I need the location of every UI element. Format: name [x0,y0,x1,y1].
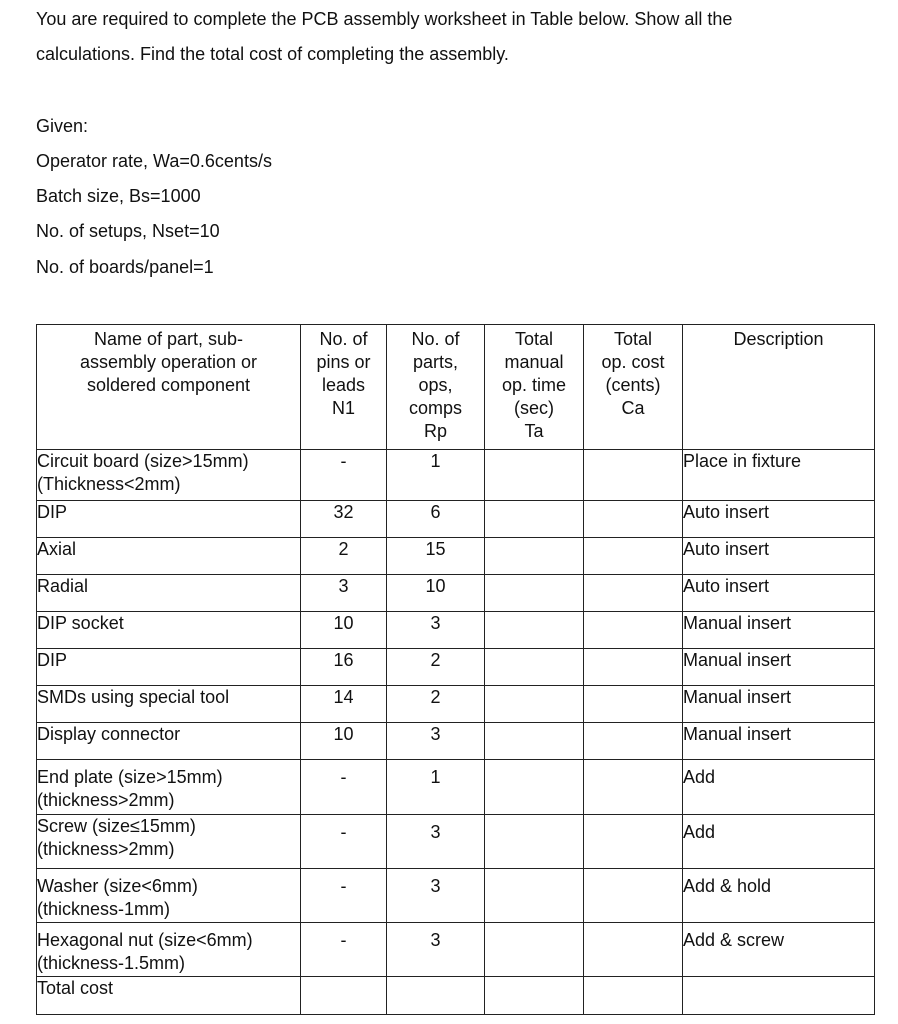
cell-description [683,977,875,1015]
cell-description: Manual insert [683,612,875,649]
table-row [37,923,875,977]
header-manual-time: Total manual op. time (sec) Ta [485,325,584,450]
cell-total-cost[interactable] [584,977,683,1015]
table-row-total [37,977,875,1015]
cell-pins: 10 [301,612,387,649]
cell-op-cost[interactable] [584,649,683,686]
given-operator-rate: Operator rate, Wa=0.6cents/s [36,151,272,171]
cell-manual-time[interactable] [485,723,584,760]
pcb-assembly-worksheet-table [36,324,875,1015]
cell-name: SMDs using special tool [37,686,301,723]
cell-manual-time[interactable] [485,612,584,649]
cell-name: End plate (size>15mm) (thickness>2mm) [37,760,301,815]
cell-manual-time[interactable] [485,501,584,538]
cell-description: Add & screw [683,923,875,977]
table-row [37,869,875,923]
cell-pins: - [301,450,387,501]
cell-op-cost[interactable] [584,760,683,815]
cell-name: Hexagonal nut (size<6mm) (thickness-1.5mm) [37,923,301,977]
cell-op-cost[interactable] [584,686,683,723]
table-row [37,501,875,538]
cell-parts: 3 [387,612,485,649]
cell-description: Place in fixture [683,450,875,501]
cell-name: Axial [37,538,301,575]
cell-description: Add & hold [683,869,875,923]
cell-op-cost[interactable] [584,450,683,501]
header-pins: No. of pins or leads N1 [301,325,387,450]
cell-pins [301,977,387,1015]
table-row [37,450,875,501]
cell-op-cost[interactable] [584,723,683,760]
cell-name: Circuit board (size>15mm) (Thickness<2mm) [37,450,301,501]
cell-name: Screw (size≤15mm) (thickness>2mm) [37,815,301,869]
cell-op-cost[interactable] [584,575,683,612]
cell-manual-time[interactable] [485,538,584,575]
cell-manual-time[interactable] [485,869,584,923]
cell-name: Radial [37,575,301,612]
cell-parts [387,977,485,1015]
cell-op-cost[interactable] [584,923,683,977]
cell-op-cost[interactable] [584,501,683,538]
cell-op-cost[interactable] [584,869,683,923]
table-row [37,760,875,815]
table-row [37,723,875,760]
table-header-row [37,325,875,450]
cell-description: Manual insert [683,723,875,760]
header-description: Description [683,325,875,450]
cell-pins: 10 [301,723,387,760]
cell-op-cost[interactable] [584,612,683,649]
cell-description: Manual insert [683,686,875,723]
cell-parts: 10 [387,575,485,612]
given-setups: No. of setups, Nset=10 [36,221,220,241]
intro-line-2: calculations. Find the total cost of completing the assembly. [36,44,509,64]
cell-parts: 1 [387,450,485,501]
cell-pins: 14 [301,686,387,723]
cell-parts: 3 [387,923,485,977]
table-row [37,686,875,723]
cell-pins: 3 [301,575,387,612]
header-name: Name of part, sub- assembly operation or soldered component [37,325,301,450]
given-batch-size: Batch size, Bs=1000 [36,186,201,206]
cell-description: Add [683,760,875,815]
cell-manual-time[interactable] [485,760,584,815]
cell-pins: - [301,923,387,977]
cell-manual-time[interactable] [485,923,584,977]
cell-parts: 3 [387,869,485,923]
cell-total-time[interactable] [485,977,584,1015]
cell-parts: 3 [387,815,485,869]
cell-manual-time[interactable] [485,575,584,612]
header-op-cost: Total op. cost (cents) Ca [584,325,683,450]
cell-description: Auto insert [683,501,875,538]
cell-name: Washer (size<6mm) (thickness-1mm) [37,869,301,923]
cell-name: DIP [37,501,301,538]
given-boards-per-panel: No. of boards/panel=1 [36,257,214,277]
table-row [37,612,875,649]
cell-parts: 3 [387,723,485,760]
header-parts: No. of parts, ops, comps Rp [387,325,485,450]
cell-description: Add [683,815,875,869]
cell-pins: 32 [301,501,387,538]
cell-pins: 16 [301,649,387,686]
cell-description: Auto insert [683,538,875,575]
cell-parts: 1 [387,760,485,815]
cell-name-total-cost: Total cost [37,977,301,1015]
cell-description: Auto insert [683,575,875,612]
cell-manual-time[interactable] [485,649,584,686]
cell-description: Manual insert [683,649,875,686]
intro-line-1: You are required to complete the PCB assembly worksheet in Table below. Show all the [36,9,733,29]
table-row [37,815,875,869]
cell-parts: 2 [387,649,485,686]
cell-name: DIP socket [37,612,301,649]
cell-pins: - [301,869,387,923]
cell-manual-time[interactable] [485,686,584,723]
cell-manual-time[interactable] [485,450,584,501]
table-row [37,575,875,612]
table-row [37,649,875,686]
table-row [37,538,875,575]
cell-manual-time[interactable] [485,815,584,869]
cell-parts: 15 [387,538,485,575]
cell-pins: 2 [301,538,387,575]
given-title: Given: [36,116,89,136]
cell-name: DIP [37,649,301,686]
cell-pins: - [301,760,387,815]
cell-name: Display connector [37,723,301,760]
cell-parts: 6 [387,501,485,538]
cell-op-cost[interactable] [584,815,683,869]
cell-pins: - [301,815,387,869]
cell-op-cost[interactable] [584,538,683,575]
cell-parts: 2 [387,686,485,723]
